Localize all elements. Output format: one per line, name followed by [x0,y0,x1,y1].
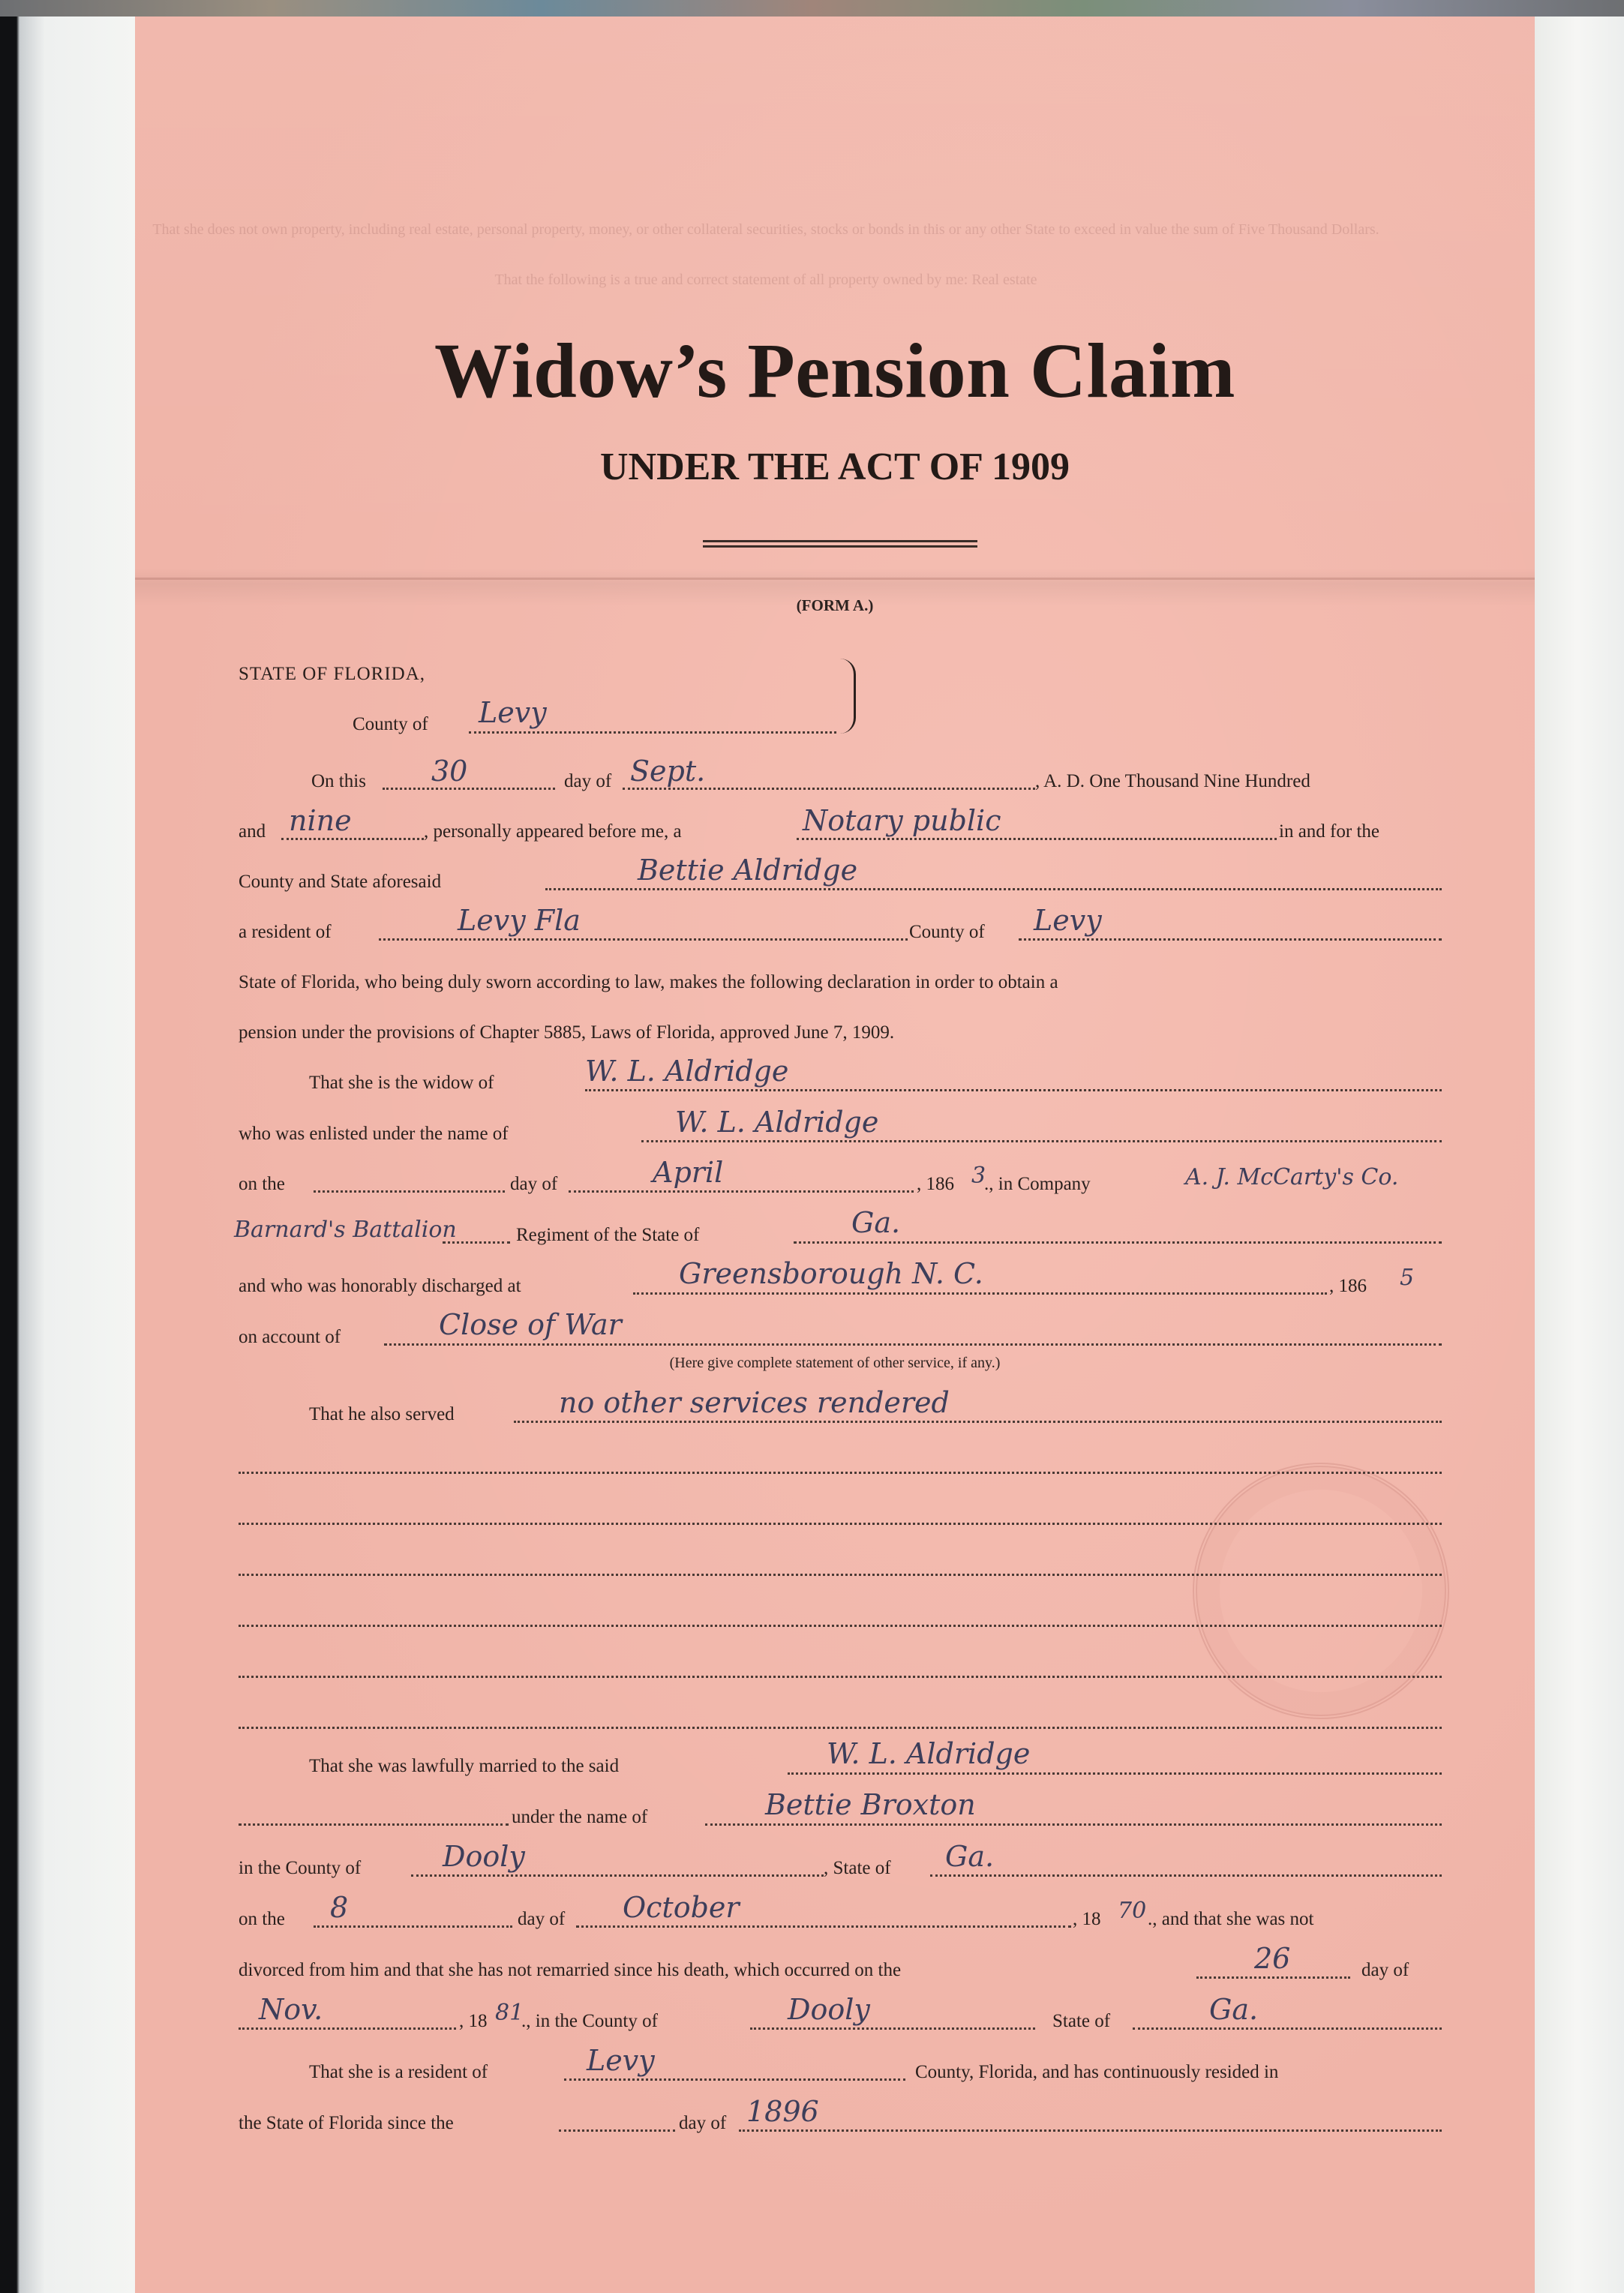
residence-county-dots [1019,938,1442,941]
day-handwriting: 30 [431,755,468,788]
text-lawfully-married: That she was lawfully married to the said [309,1756,620,1776]
county-label: County of [353,714,428,734]
marriage-county-dots [411,1874,824,1877]
text-also-served: That he also served [309,1404,455,1424]
officer-handwriting: Notary public [803,804,1001,837]
county-dots [469,731,836,734]
text-discharged-at: and who was honorably discharged at [239,1276,521,1296]
marriage-month-handwriting: October [623,1891,740,1924]
text-state-of: State of [1052,2011,1111,2031]
death-state-handwriting: Ga. [1209,1993,1259,2026]
month-handwriting: Sept. [630,755,706,788]
text-regiment: Regiment of the State of [516,1225,700,1245]
text-personally-appeared: , personally appeared before me, a [424,821,682,842]
blank-service-line [239,1727,1442,1729]
text-on-the: on the [239,1174,285,1194]
county-brace [840,659,856,734]
text-on-the: on the [239,1909,285,1929]
death-month-dots [239,2027,456,2030]
state-heading: STATE OF FLORIDA, [239,664,426,684]
death-county-handwriting: Dooly [788,1993,870,2026]
enlisted-name-dots [641,1140,1442,1142]
marriage-state-dots [930,1874,1442,1877]
enlist-year-handwriting: 3 [971,1163,986,1189]
year-handwriting: nine [289,804,352,837]
discharge-reason-handwriting: Close of War [439,1308,622,1341]
text-ad-one-thousand: , A. D. One Thousand Nine Hundred [1035,771,1310,791]
notary-seal-impression [1193,1463,1449,1719]
enlist-month-handwriting: April [653,1156,724,1189]
text-day-of: day of [564,771,612,791]
discharge-place-handwriting: Greensborough N. C. [679,1257,983,1290]
battalion-dots [443,1241,510,1244]
since-day-dots [559,2129,675,2132]
blank-service-line [239,1574,1442,1576]
text-in-county-of: ., in the County of [521,2011,658,2031]
death-day-dots [1196,1976,1350,1979]
other-service-dots [514,1421,1442,1423]
day-dots [383,788,555,790]
resident-county-handwriting: Levy [587,2044,655,2077]
battalion-handwriting: Barnard's Battalion [234,1217,457,1243]
text-a-resident-of: a resident of [239,922,332,942]
scanner-right-margin [1532,0,1624,2293]
text-enlisted-name: who was enlisted under the name of [239,1124,509,1144]
maiden-name-handwriting: Bettie Broxton [765,1788,976,1821]
resident-county-dots [564,2078,905,2081]
text-year-prefix: , 186 [917,1174,954,1194]
marriage-month-dots [576,1925,1071,1928]
county-handwriting: Levy [479,696,547,729]
marriage-day-dots [314,1925,512,1928]
text-and: and [239,821,266,842]
text-on-this: On this [311,771,366,791]
form-label: (FORM A.) [796,596,874,614]
text-sworn-declaration: State of Florida, who being duly sworn according to law, makes the following declaration in order to obtain a [239,972,1058,992]
text-in-company: ., in Company [984,1174,1091,1194]
discharge-year-handwriting: 5 [1400,1265,1415,1291]
company-handwriting: A. J. McCarty's Co. [1185,1164,1399,1190]
husband-name-handwriting: W. L. Aldridge [585,1055,789,1088]
text-continuously-resided: County, Florida, and has continuously resided in [915,2062,1279,2082]
discharge-reason-dots [384,1343,1442,1346]
blank-service-line [239,1676,1442,1678]
claimant-dots [545,888,1442,890]
since-year-dots [739,2129,1442,2132]
discharge-place-dots [633,1292,1327,1295]
maiden-name-dots [705,1823,1442,1826]
death-day-handwriting: 26 [1254,1942,1291,1975]
enlisted-name-handwriting: W. L. Aldridge [675,1106,879,1139]
text-day-of: day of [1361,1960,1409,1980]
text-day-of: day of [518,1909,566,1929]
text-year-prefix: , 18 [459,2011,488,2031]
marriage-county-handwriting: Dooly [443,1840,525,1873]
year-dots [281,838,424,840]
scanner-left-margin [0,0,135,2293]
month-dots [623,788,1035,790]
title-rule [703,540,977,542]
residence-handwriting: Levy Fla [458,904,581,937]
scanner-top-edge [0,0,1624,17]
marriage-state-handwriting: Ga. [945,1840,995,1873]
text-year-prefix: , 18 [1073,1909,1101,1929]
officer-dots [797,838,1277,840]
text-county-and-state: County and State aforesaid [239,872,442,892]
text-day-of: day of [679,2113,727,2133]
bleed-through-line: That the following is a true and correct statement of all property owned by me: Real estate [494,272,1037,288]
text-in-and-for: in and for the [1279,821,1379,842]
maiden-prefix-dots [239,1823,509,1826]
other-service-handwriting: no other services rendered [559,1386,950,1419]
husband-dots [585,1089,1442,1091]
married-name-dots [788,1772,1442,1775]
document-subtitle: UNDER THE ACT OF 1909 [599,446,1070,488]
blank-service-line [239,1472,1442,1474]
title-rule [703,545,977,548]
bleed-through-line: That she does not own property, including real estate, personal property, money, or other collateral securities, stocks or bonds in this or any other State to exceed in value the sum of Five Thousand Dollars. [152,221,1379,238]
instruction-note: (Here give complete statement of other service, if any.) [669,1355,1001,1371]
death-month-handwriting: Nov. [259,1993,323,2026]
blank-service-line [239,1625,1442,1627]
text-not-divorced: ., and that she was not [1148,1909,1314,1929]
marriage-day-handwriting: 8 [330,1891,349,1924]
death-year-handwriting: 81 [495,2000,524,2026]
text-discharge-year-prefix: , 186 [1329,1276,1367,1296]
married-name-handwriting: W. L. Aldridge [827,1737,1031,1770]
text-since-the: the State of Florida since the [239,2113,454,2133]
document-title: Widow’s Pension Claim [434,328,1235,414]
death-state-dots [1133,2027,1442,2030]
text-divorce-line: divorced from him and that she has not remarried since his death, which occurred on the [239,1960,902,1980]
text-county-of: County of [909,922,985,942]
residence-county-handwriting: Levy [1034,904,1102,937]
marriage-year-handwriting: 70 [1118,1898,1147,1924]
regiment-state-handwriting: Ga. [851,1206,901,1239]
residence-dots [379,938,908,941]
since-year-handwriting: 1896 [746,2095,819,2128]
text-chapter-5885: pension under the provisions of Chapter 5885, Laws of Florida, approved June 7, 1909. [239,1022,895,1043]
regiment-dots [794,1241,1442,1244]
text-on-account-of: on account of [239,1327,341,1347]
text-state-of: , State of [824,1858,891,1878]
text-in-county-of: in the County of [239,1858,362,1878]
death-county-dots [750,2027,1035,2030]
blank-service-line [239,1523,1442,1525]
text-resident-of: That she is a resident of [309,2062,488,2082]
enlist-month-dots [569,1190,914,1193]
text-under-name-of: under the name of [512,1807,648,1827]
text-widow-of: That she is the widow of [309,1073,494,1093]
claimant-name-handwriting: Bettie Aldridge [638,854,858,887]
paper-fold-line [135,578,1535,580]
text-day-of: day of [510,1174,558,1194]
enlist-day-dots [314,1190,505,1193]
